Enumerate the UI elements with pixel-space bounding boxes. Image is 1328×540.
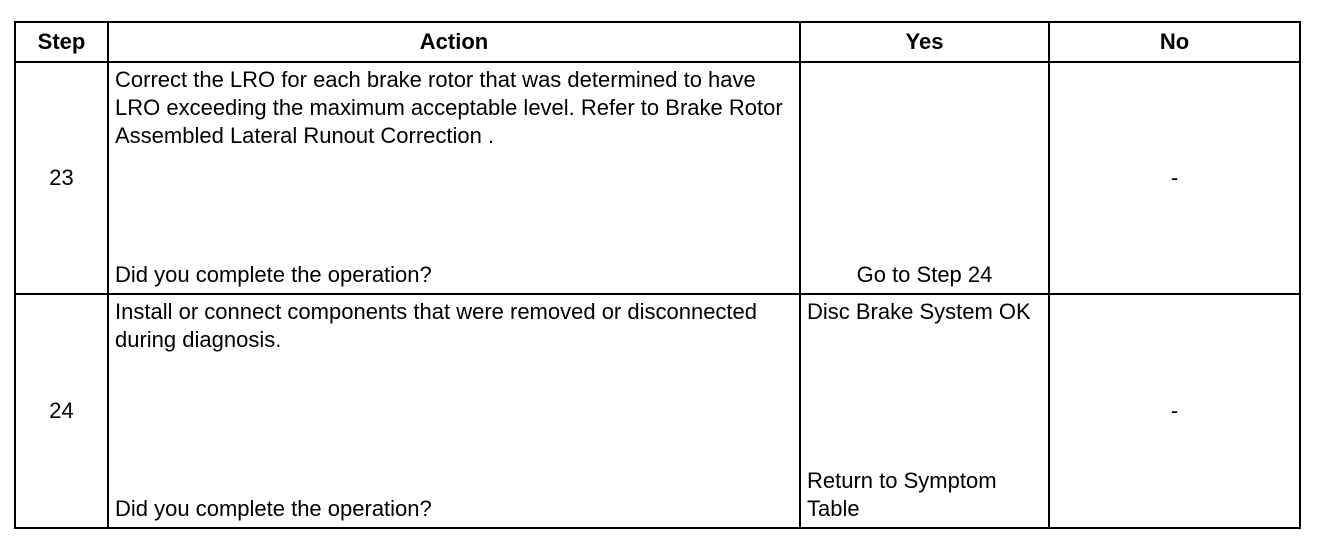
table-row: [15, 294, 1300, 528]
yes-next-step-link[interactable]: Go to Step 24: [856, 262, 993, 287]
no-cell: -: [1049, 294, 1300, 528]
action-text: Correct the LRO for each brake rotor that was determined to have LRO exceeding the maximum acceptable level. Refer to Brake Rotor Assembled Lateral Runout Correction .: [115, 67, 783, 148]
header-no: No: [1049, 22, 1300, 62]
diagnostic-step-table: [14, 21, 1301, 529]
action-cell: [108, 62, 800, 294]
header-action: Action: [108, 22, 800, 62]
header-yes: Yes: [800, 22, 1049, 62]
step-number: 23: [15, 62, 108, 294]
no-cell: -: [1049, 62, 1300, 294]
action-cell: [108, 294, 800, 528]
yes-cell: [800, 294, 1049, 528]
action-question: Did you complete the operation?: [115, 496, 432, 521]
yes-next-step-link[interactable]: Return to Symptom Table: [807, 468, 997, 521]
action-text: Install or connect components that were removed or disconnected during diagnosis.: [115, 299, 758, 352]
yes-cell: [800, 62, 1049, 294]
header-step: Step: [15, 22, 108, 62]
table-header-row: [15, 22, 1300, 62]
action-question: Did you complete the operation?: [115, 262, 432, 287]
step-number: 24: [15, 294, 108, 528]
yes-result: Disc Brake System OK: [807, 299, 1031, 324]
table-row: [15, 62, 1300, 294]
